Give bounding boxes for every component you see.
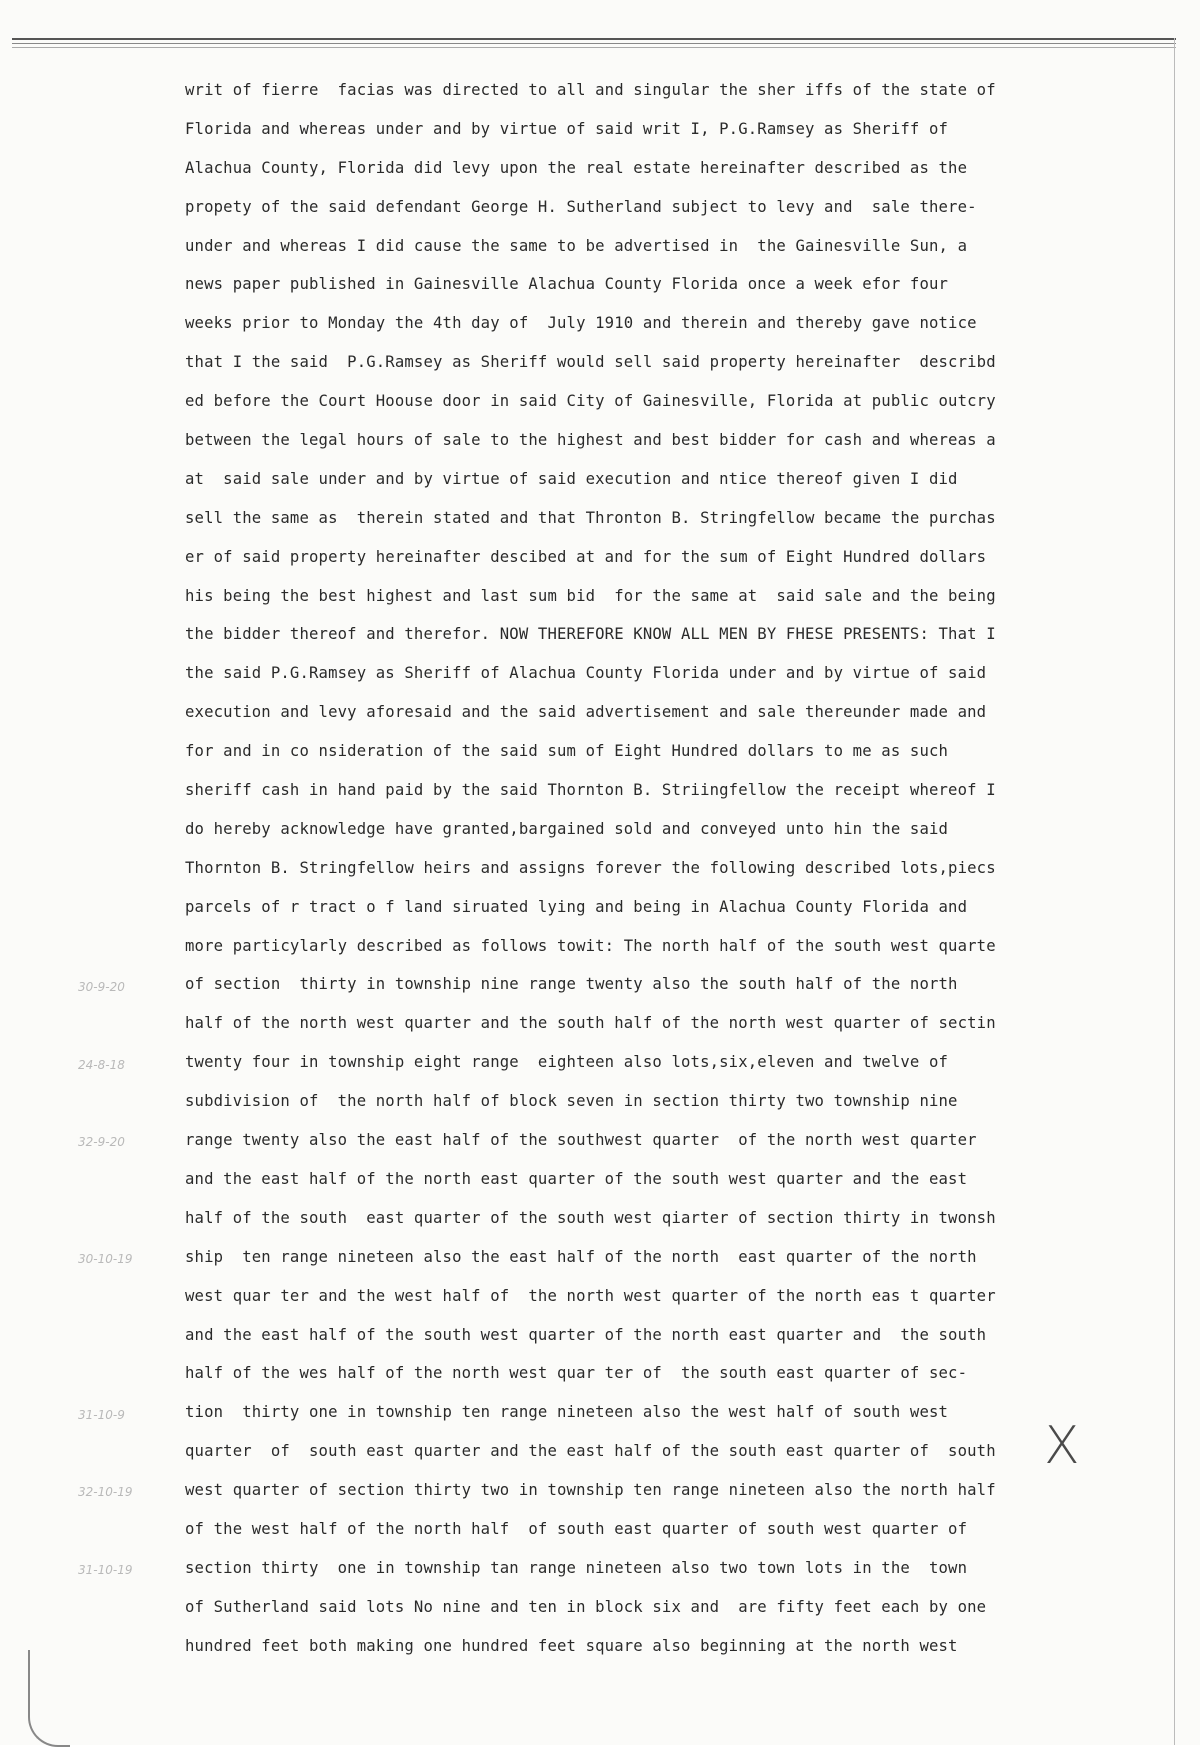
text-line: hundred feet both making one hundred feet square also beginning at the north west xyxy=(185,1636,958,1655)
text-line: Alachua County, Florida did levy upon the real estate hereinafter described as the xyxy=(185,158,968,177)
margin-notes xyxy=(78,0,168,1745)
text-line: of section thirty in township nine range twenty also the south half of the north xyxy=(185,975,958,994)
text-line: and the east half of the north east quarter of the south west quarter and the east xyxy=(185,1169,968,1188)
text-line: of Sutherland said lots No nine and ten in block six and are fifty feet each by one xyxy=(185,1597,987,1616)
text-line: for and in co nsideration of the said sum of Eight Hundred dollars to me as such xyxy=(185,742,949,761)
text-line: ship ten range nineteen also the east half of the north east quarter of the north xyxy=(185,1247,977,1266)
text-line: that I the said P.G.Ramsey as Sheriff would sell said property hereinafter describd xyxy=(185,353,996,372)
text-line: the bidder thereof and therefor. NOW THEREFORE KNOW ALL MEN BY FHESE PRESENTS: That I xyxy=(185,625,996,644)
handwritten-x-mark: X xyxy=(1044,1416,1080,1476)
text-line: his being the best highest and last sum bid for the same at said sale and the being xyxy=(185,586,996,605)
text-line: half of the north west quarter and the south half of the north west quarter of sectin xyxy=(185,1014,996,1033)
text-line: ed before the Court Hoouse door in said City of Gainesville, Florida at public outcry xyxy=(185,392,996,411)
top-rule-tertiary xyxy=(12,47,1176,48)
text-line: west quar ter and the west half of the north west quarter of the north eas t quarter xyxy=(185,1286,996,1305)
text-line: half of the wes half of the north west quar ter of the south east quarter of sec- xyxy=(185,1364,968,1383)
text-line: Thornton B. Stringfellow heirs and assigns forever the following described lots,piecs xyxy=(185,858,996,877)
text-line: at said sale under and by virtue of said execution and ntice thereof given I did xyxy=(185,469,958,488)
text-line: under and whereas I did cause the same to be advertised in the Gainesville Sun, a xyxy=(185,236,968,255)
text-line: sheriff cash in hand paid by the said Thornton B. Striingfellow the receipt whereof I xyxy=(185,781,996,800)
text-line: between the legal hours of sale to the highest and best bidder for cash and whereas a xyxy=(185,431,996,450)
text-line: weeks prior to Monday the 4th day of July 1910 and therein and thereby gave notice xyxy=(185,314,977,333)
text-line: tion thirty one in township ten range nineteen also the west half of south west xyxy=(185,1403,949,1422)
text-line: subdivision of the north half of block seven in section thirty two township nine xyxy=(185,1092,958,1111)
text-line: do hereby acknowledge have granted,bargained sold and conveyed unto hin the said xyxy=(185,819,949,838)
margin-note: 31-10-9 xyxy=(78,1407,125,1422)
top-rule-secondary xyxy=(12,43,1176,44)
margin-note: 32-10-19 xyxy=(78,1485,133,1500)
page-right-edge xyxy=(1174,38,1175,1745)
text-line: news paper published in Gainesville Alachua County Florida once a week efor four xyxy=(185,275,949,294)
margin-note: 31-10-19 xyxy=(78,1563,133,1578)
text-line: quarter of south east quarter and the east half of the south east quarter of south xyxy=(185,1442,996,1461)
text-line: the said P.G.Ramsey as Sheriff of Alachua County Florida under and by virtue of said xyxy=(185,664,987,683)
text-line: parcels of r tract o f land siruated lying and being in Alachua County Florida and xyxy=(185,897,968,916)
text-line: writ of fierre facias was directed to all and singular the sher iffs of the state of xyxy=(185,81,996,99)
text-line: section thirty one in township tan range nineteen also two town lots in the town xyxy=(185,1558,968,1577)
text-line: sell the same as therein stated and that Thronton B. Stringfellow became the purchas xyxy=(185,508,996,527)
text-line: er of said property hereinafter descibed at and for the sum of Eight Hundred dollars xyxy=(185,547,987,566)
text-line: propety of the said defendant George H. Sutherland subject to levy and sale there- xyxy=(185,197,977,216)
text-line: more particylarly described as follows towit: The north half of the south west quarte xyxy=(185,936,996,955)
text-line: half of the south east quarter of the south west qiarter of section thirty in twonsh xyxy=(185,1208,996,1227)
text-line: and the east half of the south west quarter of the north east quarter and the south xyxy=(185,1325,987,1344)
text-line: twenty four in township eight range eighteen also lots,six,eleven and twelve of xyxy=(185,1053,949,1072)
text-line: execution and levy aforesaid and the said advertisement and sale thereunder made and xyxy=(185,703,987,722)
margin-note: 24-8-18 xyxy=(78,1057,125,1072)
text-line: west quarter of section thirty two in township ten range nineteen also the north half xyxy=(185,1481,996,1500)
margin-note: 30-9-20 xyxy=(78,979,125,994)
text-line: Florida and whereas under and by virtue of said writ I, P.G.Ramsey as Sheriff of xyxy=(185,119,949,138)
top-rule xyxy=(12,38,1176,40)
margin-note: 32-9-20 xyxy=(78,1135,125,1150)
deed-body-text xyxy=(185,71,1065,1666)
margin-note: 30-10-19 xyxy=(78,1252,133,1266)
page-corner-curl xyxy=(28,1650,70,1747)
text-line: range twenty also the east half of the southwest quarter of the north west quarter xyxy=(185,1131,977,1150)
text-line: of the west half of the north half of south east quarter of south west quarter of xyxy=(185,1519,968,1538)
